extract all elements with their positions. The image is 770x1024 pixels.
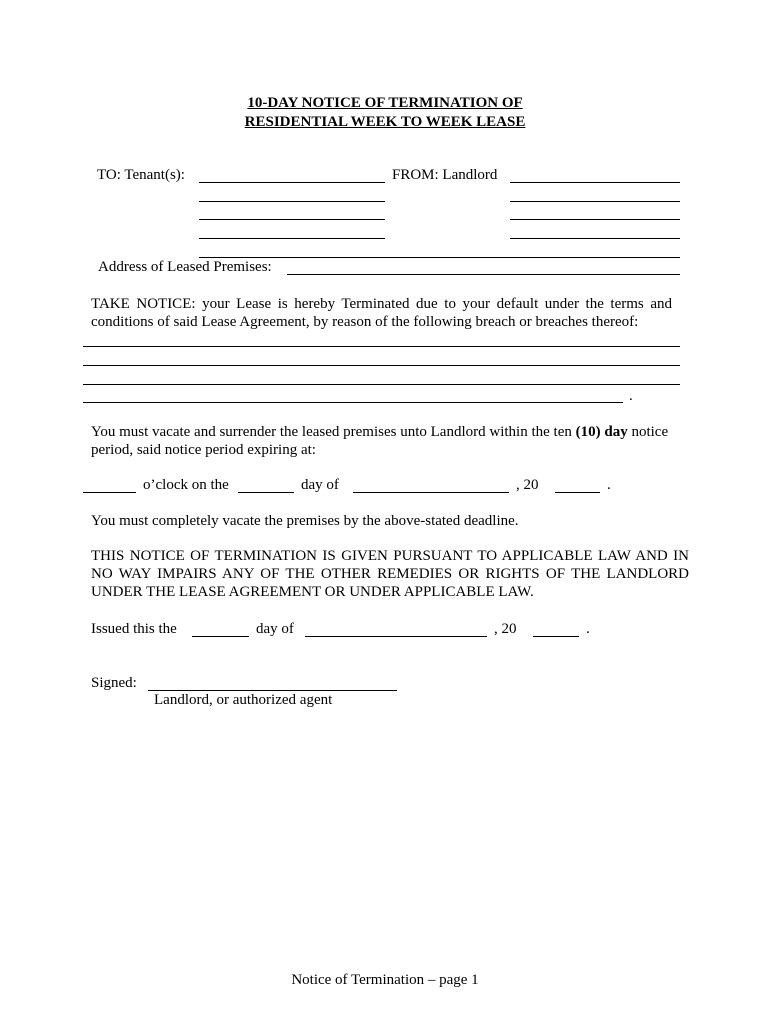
tenant-field-3[interactable] xyxy=(199,219,385,220)
tenant-field-4[interactable] xyxy=(199,238,385,239)
landlord-field-3[interactable] xyxy=(510,219,680,220)
expiry-day-of-label: day of xyxy=(301,477,339,493)
landlord-field-4[interactable] xyxy=(510,238,680,239)
document-title-line1: 10-DAY NOTICE OF TERMINATION OF xyxy=(247,95,523,111)
issued-day-field[interactable] xyxy=(192,636,249,637)
address-field[interactable] xyxy=(287,274,680,275)
tenant-field-1[interactable] xyxy=(199,182,385,183)
issued-day-of-label: day of xyxy=(256,621,294,637)
expiry-year-prefix: , 20 xyxy=(516,477,539,493)
breach-field-2[interactable] xyxy=(83,365,680,366)
to-tenant-label: TO: Tenant(s): xyxy=(97,167,185,183)
expiry-period: . xyxy=(607,477,611,493)
breach-field-4[interactable] xyxy=(83,402,623,403)
document-title-line2: RESIDENTIAL WEEK TO WEEK LEASE xyxy=(244,114,526,130)
hour-field[interactable] xyxy=(83,492,136,493)
tenant-field-2[interactable] xyxy=(199,201,385,202)
notice-paragraph: TAKE NOTICE: your Lease is hereby Terminated due to your default under the terms and conditions of said Lease Agreement, by reason of the following breach or breaches thereof: xyxy=(91,296,672,330)
signer-caption: Landlord, or authorized agent xyxy=(154,692,333,708)
breach-field-3[interactable] xyxy=(83,384,680,385)
vacate-text-part1: You must vacate and surrender the leased premises unto Landlord within the ten xyxy=(91,424,576,440)
from-landlord-label: FROM: Landlord xyxy=(392,167,498,183)
oclock-label: o’clock on the xyxy=(143,477,229,493)
law-paragraph: THIS NOTICE OF TERMINATION IS GIVEN PURSUANT TO APPLICABLE LAW AND IN NO WAY IMPAIRS ANY OF THE OTHER REMEDIES OR RIGHTS OF THE LANDLORD UNDER THE LEASE AGREEMENT OR UNDER APPLICABLE LAW. xyxy=(91,548,689,600)
landlord-field-1[interactable] xyxy=(510,182,680,183)
landlord-field-2[interactable] xyxy=(510,201,680,202)
deadline-text: You must completely vacate the premises by the above-stated deadline. xyxy=(91,513,519,529)
expiry-year-field[interactable] xyxy=(555,492,600,493)
issued-period: . xyxy=(586,621,590,637)
vacate-text-part2: notice period, said notice period expiring at: xyxy=(91,424,669,458)
address-label: Address of Leased Premises: xyxy=(98,259,272,275)
page-footer: Notice of Termination – page 1 xyxy=(291,972,479,988)
vacate-paragraph xyxy=(91,423,691,459)
issued-month-field[interactable] xyxy=(305,636,487,637)
issued-year-prefix: , 20 xyxy=(494,621,517,637)
breach-period: . xyxy=(629,388,633,404)
signed-label: Signed: xyxy=(91,675,137,691)
issued-label: Issued this the xyxy=(91,621,177,637)
expiry-day-field[interactable] xyxy=(238,492,294,493)
issued-year-field[interactable] xyxy=(533,636,579,637)
expiry-month-field[interactable] xyxy=(353,492,509,493)
breach-field-1[interactable] xyxy=(83,346,680,347)
vacate-text-bold: (10) day xyxy=(575,424,628,440)
